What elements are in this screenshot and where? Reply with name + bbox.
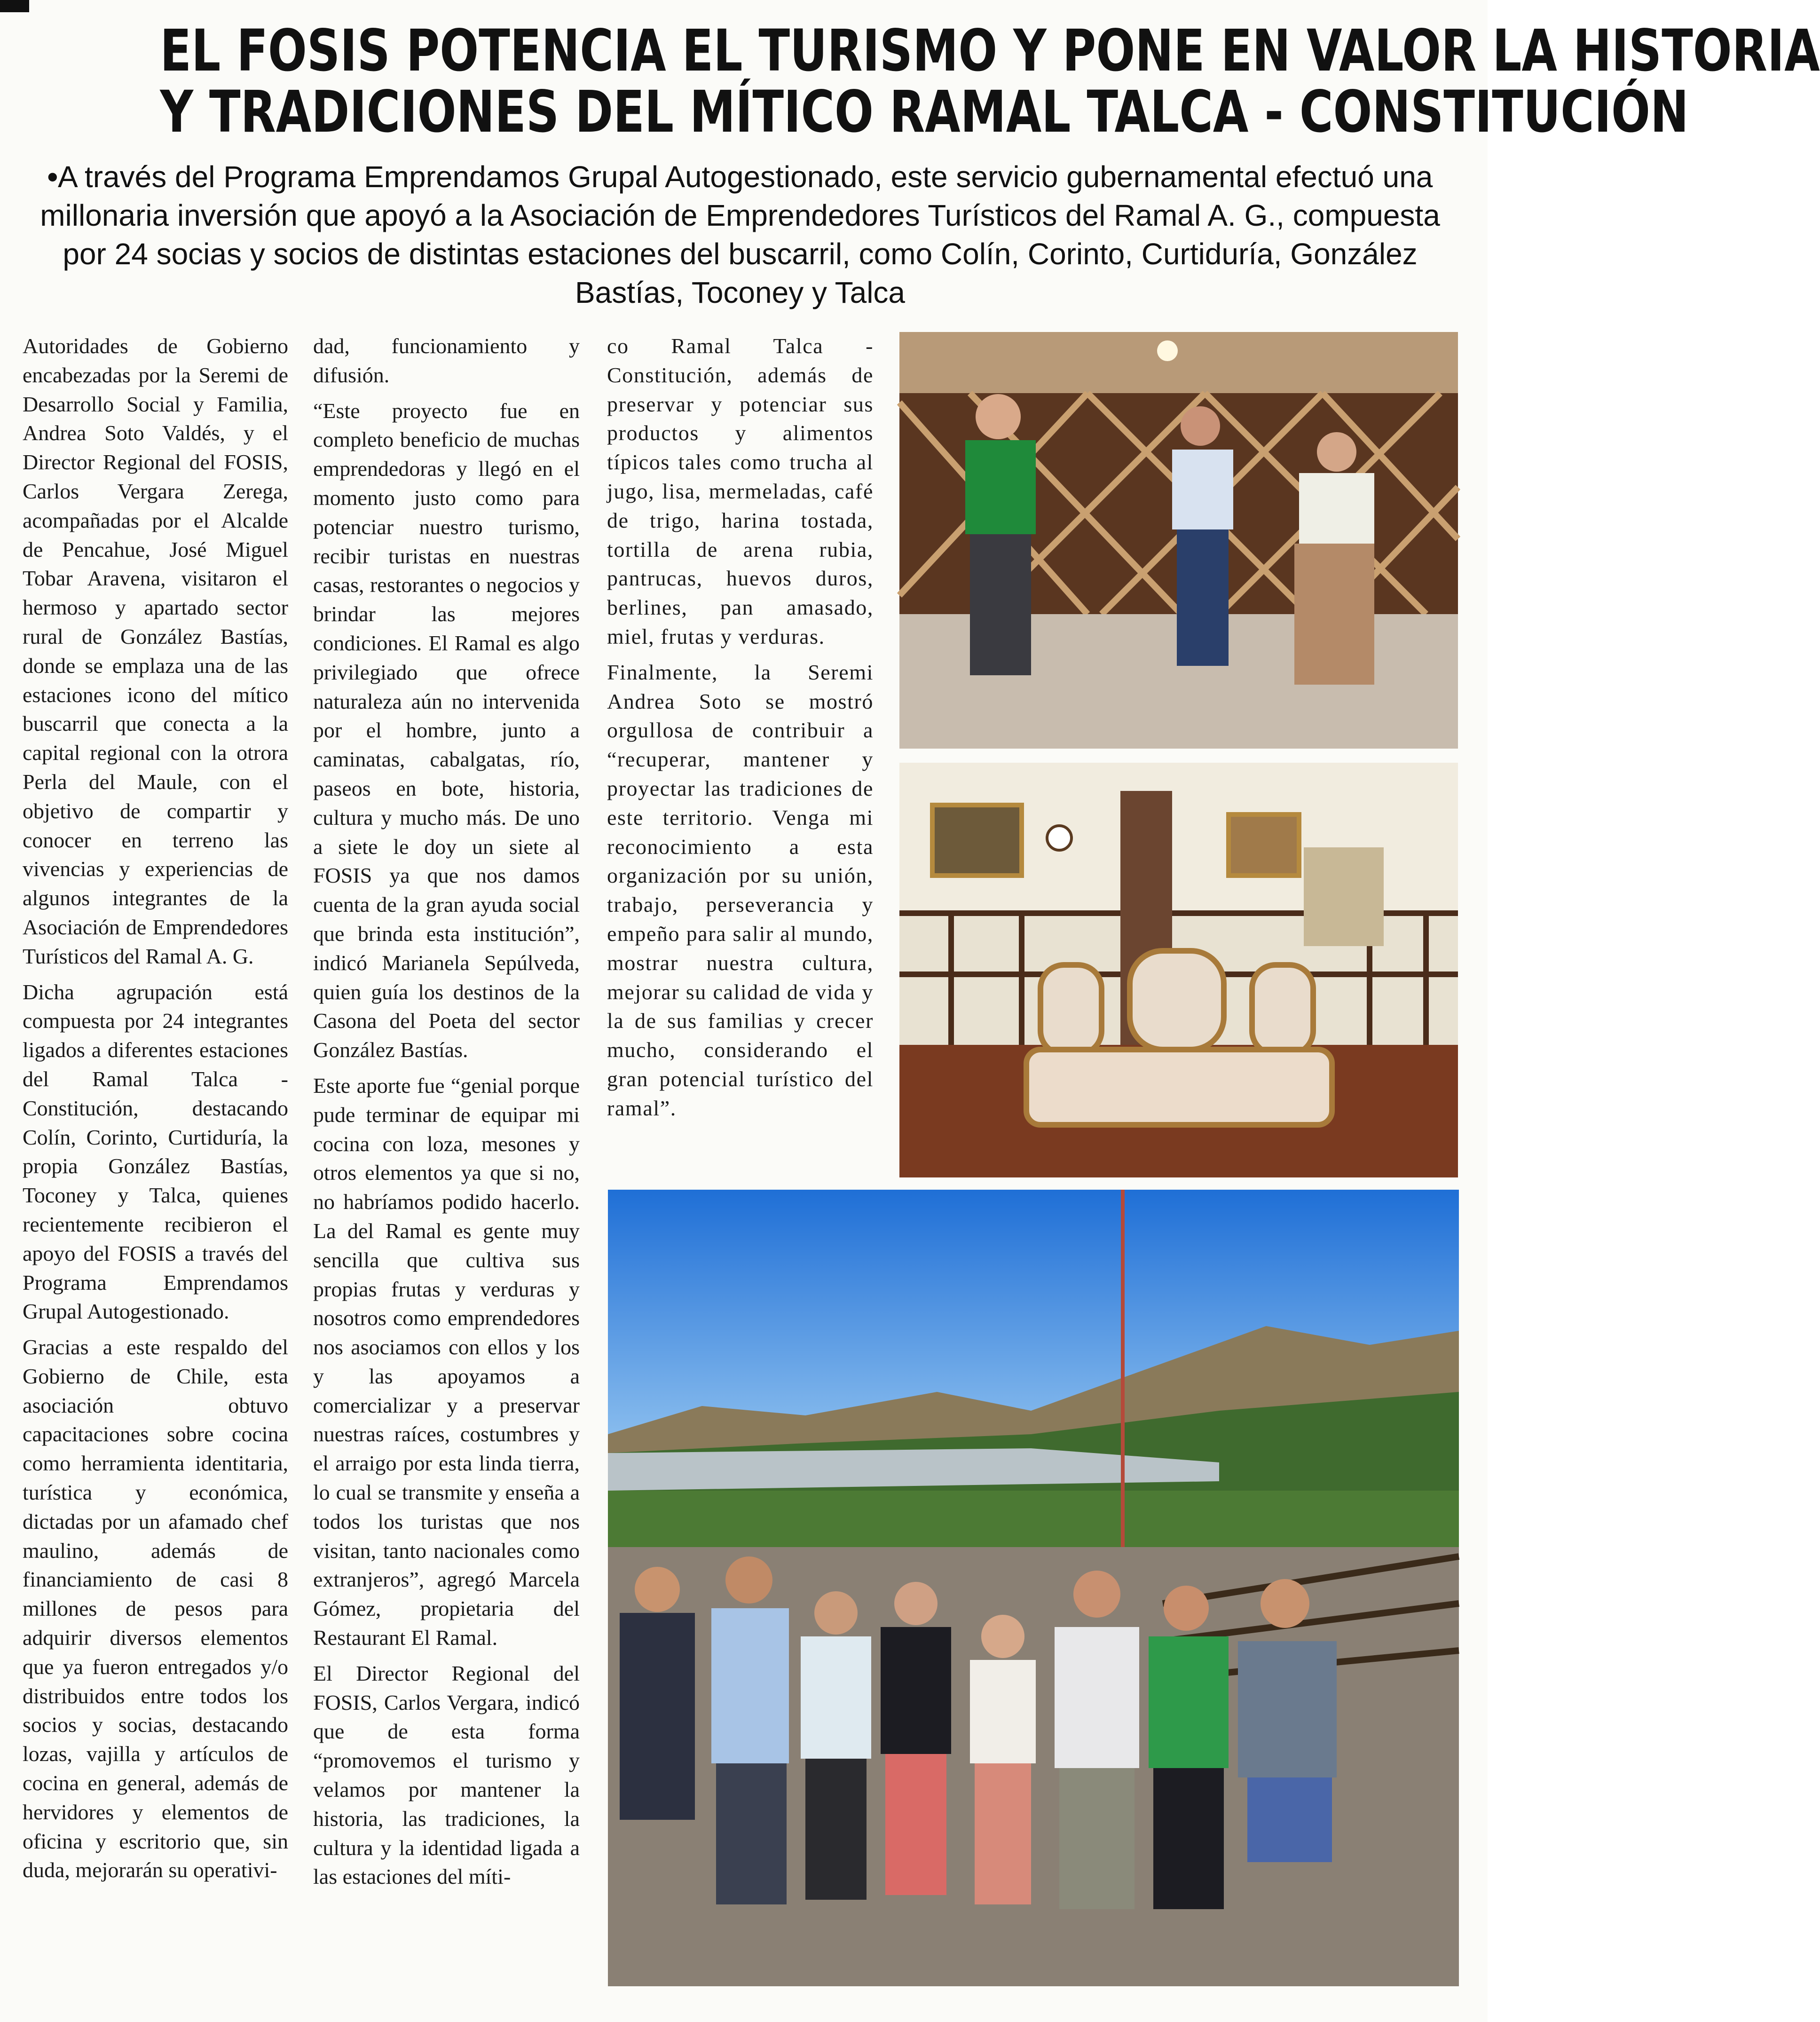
paragraph: “Este proyecto fue en completo beneficio de muchas emprendedoras y llegó en el momento justo como para potenciar nuestro turismo, recibir turistas en nuestras casas, restorantes o negocios y brindar las mejores condiciones. El Ramal es algo privilegiado que ofrece naturaleza aún no intervenida por el hombre, junto a caminatas, cabalgatas, río, paseos en bote, historia, cultura y mucho más. De uno a siete le doy un siete al FOSIS ya que nos damos cuenta de la gran ayuda social que brinda esta institución”, indicó Marianela Sepúlveda, quien guía los destinos de la Casona del Poeta del sector González Bastías. — [313, 398, 580, 1062]
living-room-image — [899, 763, 1458, 1177]
headline-line-2: Y TRADICIONES DEL MÍTICO RAMAL TALCA - CONSTITUCIÓN — [160, 79, 1689, 145]
group-outdoor-image — [608, 1190, 1459, 1986]
headline-line-1: EL FOSIS POTENCIA EL TURISMO Y PONE EN VALOR LA HISTORIA — [160, 17, 1820, 84]
bullet: • — [47, 160, 58, 194]
subheadline-text: A través del Programa Emprendamos Grupal Autogestionado, este servicio gubernamental efectuó una millonaria inversión que apoyó a la Asociación de Emprendedores Turísticos del Ramal A. G., compuesta por 24 socias y socios de distintas estaciones del buscarril, como Colín, Corinto, Curtiduría, González Bastías, Toconey y Talca — [40, 160, 1440, 309]
article-column-3 — [607, 332, 874, 1129]
corner-mark — [0, 0, 29, 12]
subheadline — [21, 158, 1459, 312]
wine-cellar-image — [899, 332, 1458, 749]
paragraph: dad, funcionamiento y difusión. — [313, 334, 580, 387]
photo-living-room — [899, 763, 1458, 1177]
article-column-1 — [23, 332, 288, 1891]
sofa — [1026, 951, 1332, 1125]
photo-wine-cellar — [899, 332, 1458, 749]
paragraph: co Ramal Talca - Constitución, además de preservar y potenciar sus productos y alimentos típicos tales como trucha al jugo, lisa, mermeladas, café de trigo, harina tostada, tortilla de arena rubia, pantrucas, huevos duros, berlines, pan amasado, miel, frutas y verduras. — [607, 334, 874, 648]
paragraph: Este aporte fue “genial porque pude terminar de equipar mi cocina con loza, mesones y otros elementos ya que si no, no habríamos podido hacerlo. La del Ramal es gente muy sencilla que cultiva sus propias frutas y verduras y nosotros como emprendedores nos asociamos con ellos y los y las apoyamos a comercializar y a preservar nuestras raíces, costumbres y el arraigo por esta linda tierra, lo cual se transmite y enseña a todos los turistas que nos visitan, tanto nacionales como extranjeros”, agregó Marcela Gómez, propietaria del Restaurant El Ramal. — [313, 1073, 580, 1650]
paragraph: Dicha agrupación está compuesta por 24 integrantes ligados a diferentes estaciones del Ramal Talca - Constitución, destacando Colín, Corinto, Curtiduría, la propia González Bastías, Toconey y Talca, quienes recientemente recibieron el apoyo del FOSIS a través del Programa Emprendamos Grupal Autogestionado. — [23, 979, 288, 1324]
paragraph: Gracias a este respaldo del Gobierno de Chile, esta asociación obtuvo capacitaciones sobre cocina como herramienta identitaria, turística y económica, dictadas por un afamado chef maulino, además de financiamiento de casi 8 millones de pesos para adquirir diversos elementos que ya fueron entregados y/o distribuidos entre todos los socios y socias, destacando lozas, vajilla y artículos de cocina en general, además de hervidores y elementos de oficina y escritorio que, sin duda, mejorarán su operativi- — [23, 1335, 288, 1882]
paragraph: Autoridades de Gobierno encabezadas por la Seremi de Desarrollo Social y Familia, Andrea Soto Valdés, y el Director Regional del FOSIS, Carlos Vergara Zerega, acompañadas por el Alcalde de Pencahue, José Miguel Tobar Aravena, visitaron el hermoso y apartado sector rural de González Bastías, donde se emplaza una de las estaciones icono del mítico buscarril que conecta a la capital regional con la otrora Perla del Maule, con el objetivo de compartir y conocer en terreno las vivencias y experiencias de algunos integrantes de la Asociación de Emprendedores Turísticos del Ramal A. G. — [23, 334, 288, 968]
photo-group-outdoor — [608, 1190, 1459, 1986]
paragraph: Finalmente, la Seremi Andrea Soto se mostró orgullosa de contribuir a “recuperar, mantener y proyectar las tradiciones de este territorio. Venga mi reconocimiento a esta organización por su unión, trabajo, perseverancia y empeño para salir al mundo, mostrar nuestra cultura, mejorar su calidad de vida y la de sus familias y crecer mucho, considerando el gran potencial turístico del ramal”. — [607, 660, 874, 1120]
paragraph: El Director Regional del FOSIS, Carlos Vergara, indicó que de esta forma “promovemos el turismo y velamos por mantener la historia, las tradiciones, la cultura y la identidad ligada a las estaciones del míti- — [313, 1661, 580, 1889]
article-column-2 — [313, 332, 580, 1898]
